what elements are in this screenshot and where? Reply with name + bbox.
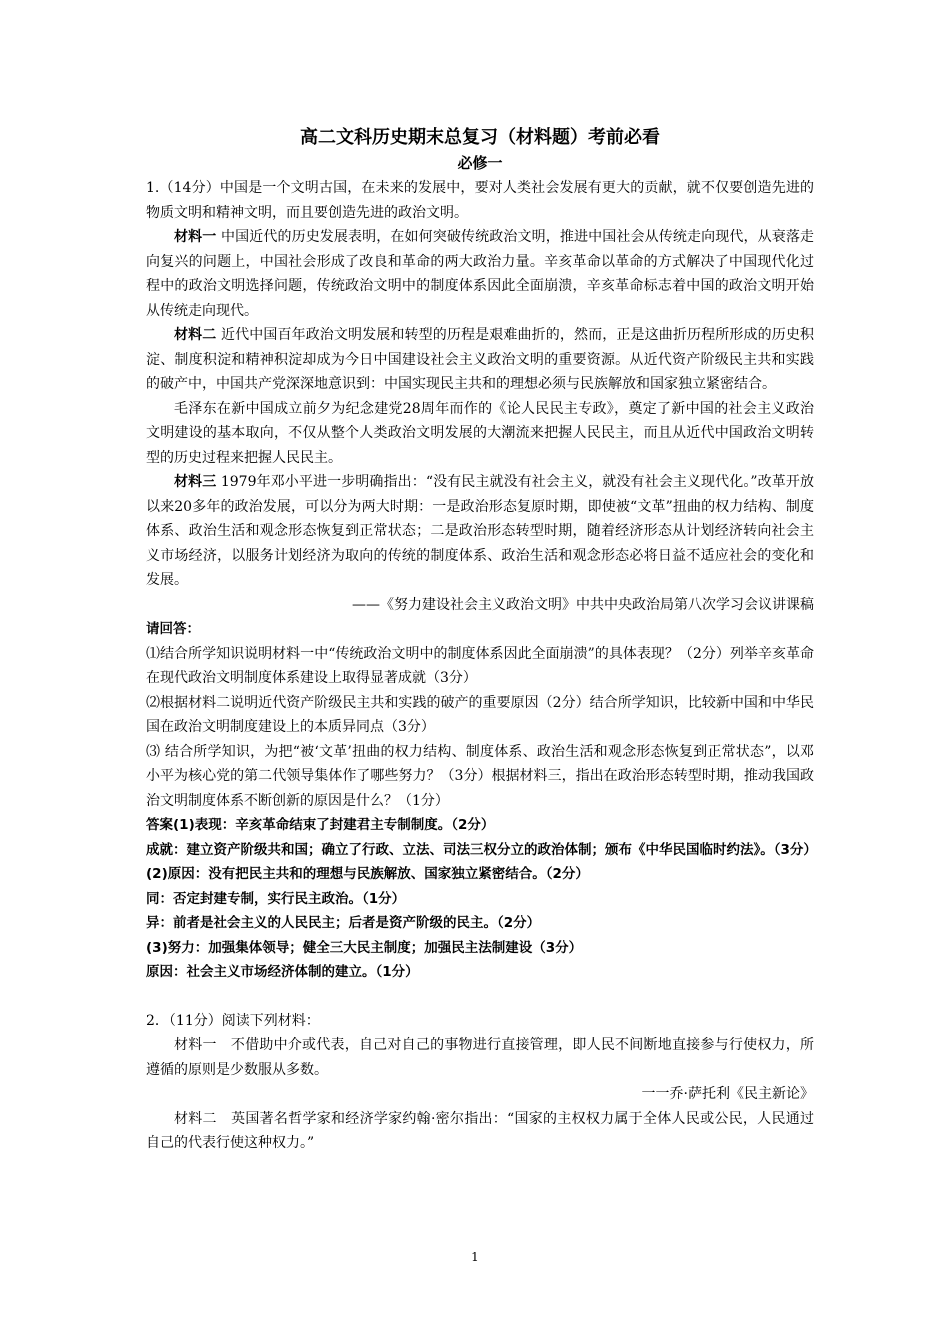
- q1-material-3-source: ——《努力建设社会主义政治文明》中共中央政治局第八次学习会议讲课稿: [352, 596, 814, 613]
- q2-material-2: 材料二 英国著名哲学家和经济学家约翰·密尔指出：“国家的主权权力属于全体人民或公民，人民通过自己的代表行使这种权力。”: [146, 1110, 814, 1151]
- answer-line: (2)原因：没有把民主共和的理想与民族解放、国家独立紧密结合。（2分）: [146, 866, 589, 882]
- q1-material-2-cont: 毛泽东在新中国成立前夕为纪念建党28周年而作的《论人民民主专政》，奠定了新中国的社会主义政治文明建设的基本取向，不仅从整个人类政治文明发展的大潮流来把握人民民主，而且从近代中国政治文明转型的历史过程来把握人民民主。: [146, 400, 814, 466]
- material-text: 近代中国百年政治文明发展和转型的历程是艰难曲折的，然而，正是这曲折历程所形成的历史积淀、制度积淀和精神积淀却成为今日中国建设社会主义政治文明的重要资源。从近代资产阶级民主共和实践的破产中，中国共产党深深地意识到：中国实现民主共和的理想必须与民族解放和国家独立紧密结合。: [146, 327, 814, 392]
- answer-line: 答案(1)表现：辛亥革命结束了封建君主专制制度。（2分）: [146, 817, 495, 833]
- q1-ask-3: ⑶ 结合所学知识，为把“被‘文革’扭曲的权力结构、制度体系、政治生活和观念形态恢复到正常状态”，以邓小平为核心党的第二代领导集体作了哪些努力？（3分）根据材料三，指出在政治形态转型时期，推动我国政治文明制度体系不断创新的原因是什么？（1分）: [146, 743, 814, 809]
- q1-ask-2: ⑵根据材料二说明近代资产阶级民主共和实践的破产的重要原因（2分）结合所学知识，比较新中国和中华民国在政治文明制度建设上的本质异同点（3分）: [146, 694, 814, 735]
- q1-material-3: [146, 470, 814, 593]
- answer-line: (3)努力：加强集体领导；健全三大民主制度；加强民主法制建设（3分）: [146, 939, 583, 956]
- page-number: 1: [471, 1250, 479, 1264]
- q1-ask-label: 请回答：: [146, 621, 200, 637]
- q1-material-1: [146, 225, 814, 323]
- q2-material-1-source: 一一乔·萨托利《民主新论》: [641, 1086, 814, 1102]
- page-title: 高二文科历史期末总复习（材料题）考前必看: [300, 127, 660, 148]
- q1-material-2: [146, 323, 814, 397]
- page-subtitle: 必修一: [457, 154, 503, 172]
- q1-ask-1: ⑴结合所学知识说明材料一中“传统政治文明中的制度体系因此全面崩溃”的具体表现？（2分）列举辛亥革命在现代政治文明制度体系建设上取得显著成就（3分）: [146, 645, 814, 686]
- answer-line: 原因：社会主义市场经济体制的建立。（1分）: [146, 964, 419, 980]
- q2-material-1: 材料一 不借助中介或代表，自己对自己的事物进行直接管理，即人民不间断地直接参与行使权力，所遵循的原则是少数服从多数。: [146, 1037, 814, 1078]
- material-text: 中国近代的历史发展表明，在如何突破传统政治文明，推进中国社会从传统走向现代，从衰落走向复兴的问题上，中国社会形成了改良和革命的两大政治力量。辛亥革命以革命的方式解决了中国现代化过程中的政治文明选择问题，传统政治文明中的制度体系因此全面崩溃，辛亥革命标志着中国的政治文明开始从传统走向现代。: [146, 229, 814, 319]
- answer-line: 成就：建立资产阶级共和国；确立了行政、立法、司法三权分立的政治体制；颁布《中华民国临时约法》。（3分）: [146, 841, 817, 858]
- document-page: [146, 124, 817, 1156]
- material-text: 1979年邓小平进一步明确指出：“没有民主就没有社会主义，就没有社会主义现代化。”改革开放以来20多年的政治发展，可以分为两大时期：一是政治形态复原时期，即使被“文革”扭曲的权力结构、制度体系、政治生活和观念形态恢复到正常状态；二是政治形态转型时期，随着经济形态从计划经济转向社会主义市场经济，以服务计划经济为取向的传统的制度体系、政治生活和观念形态必将日益不适应社会的变化和发展。: [146, 474, 814, 588]
- material-label: 材料二: [174, 327, 217, 343]
- material-label: 材料三: [174, 474, 217, 490]
- answer-line: 异：前者是社会主义的人民民主；后者是资产阶级的民主。（2分）: [146, 915, 541, 931]
- q2-intro: 2．（11分）阅读下列材料：: [146, 1012, 320, 1029]
- answer-line: 同：否定封建专制，实行民主政治。（1分）: [146, 890, 406, 907]
- material-label: 材料一: [174, 229, 217, 245]
- section-gap: [146, 985, 814, 1009]
- q1-intro: 1.（14分）中国是一个文明古国，在未来的发展中，要对人类社会发展有更大的贡献，就不仅要创造先进的物质文明和精神文明，而且要创造先进的政治文明。: [146, 180, 814, 221]
